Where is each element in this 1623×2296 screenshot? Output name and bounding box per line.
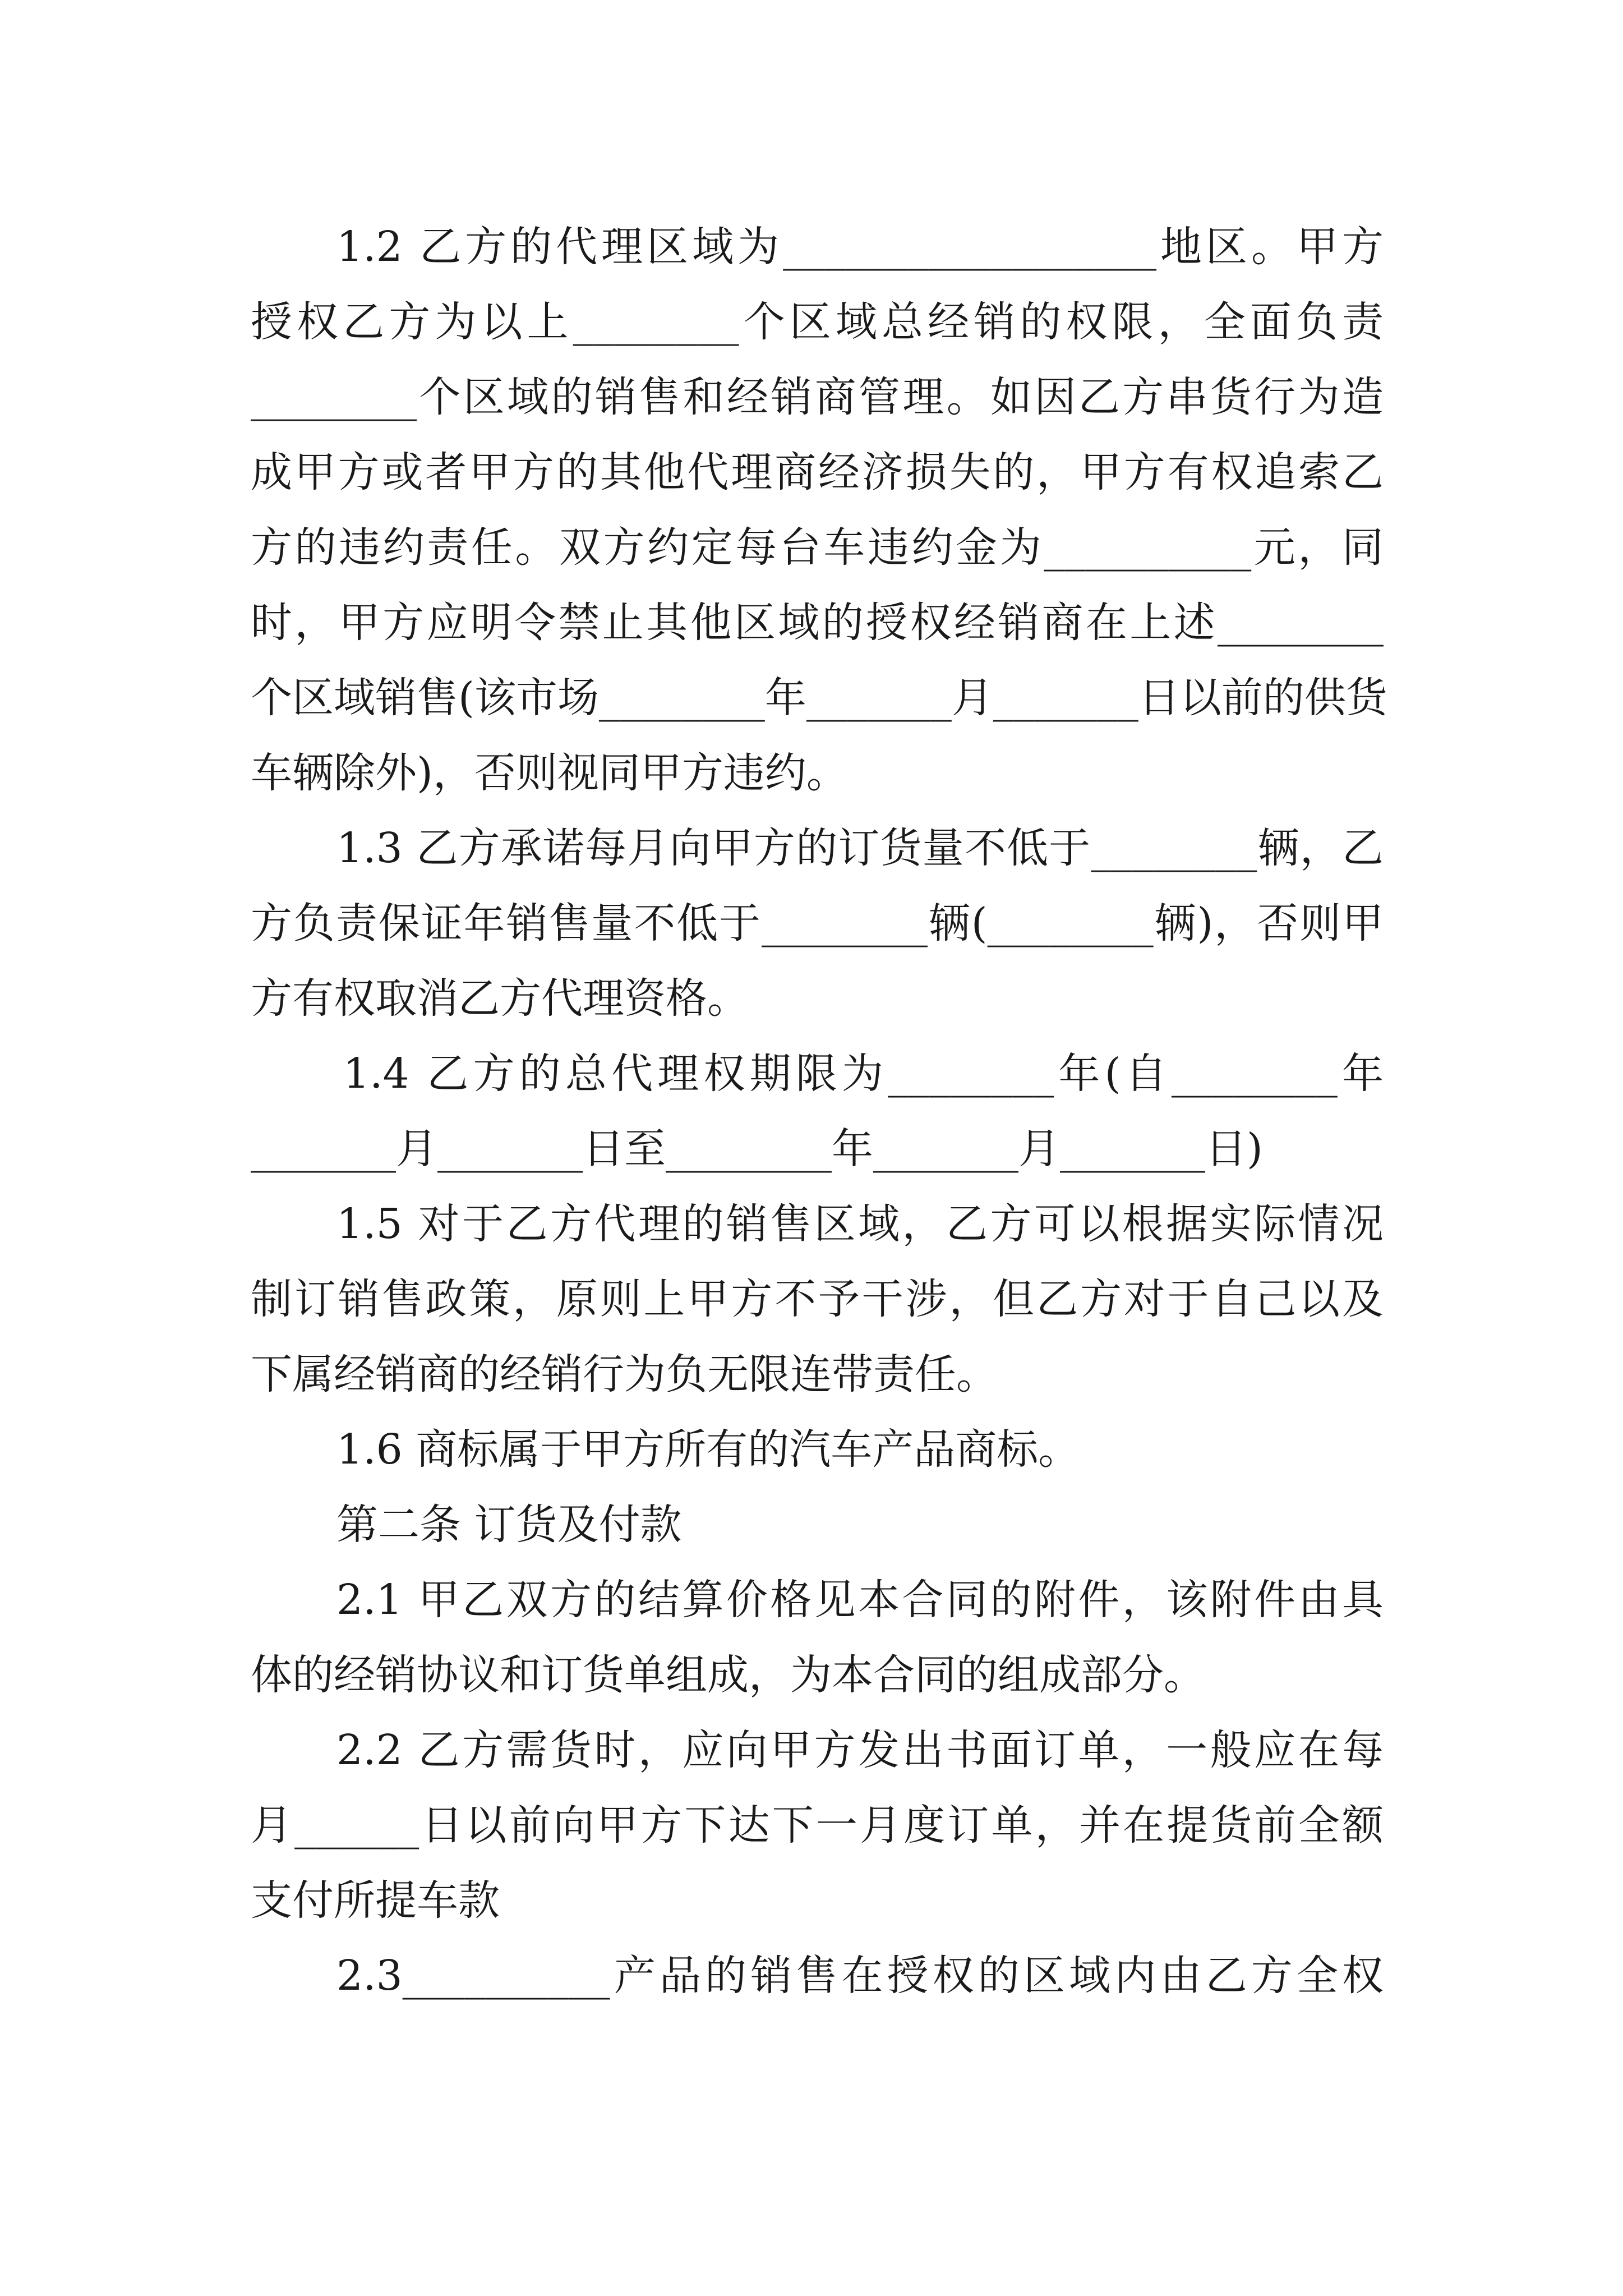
clause-2-2-line-1: 2.2 乙方需货时，应向甲方发出书面订单，一般应在每 [336, 1726, 1384, 1774]
clause-1-2-line-3: ________个区域的销售和经销商管理。如因乙方串货行为造 [251, 373, 1384, 421]
clause-1-6-line-1: 1.6 商标属于甲方所有的汽车产品商标。 [336, 1425, 1080, 1474]
clause-1-2-line-7: 个区域销售(该市场________年_______月_______日以前的供货 [251, 674, 1387, 722]
clause-1-5-line-1: 1.5 对于乙方代理的销售区域，乙方可以根据实际情况 [336, 1200, 1384, 1248]
clause-1-4-line-2: _______月_______日至________年_______月_______日) [251, 1125, 1263, 1173]
clause-1-2-line-2: 授权乙方为以上________个区域总经销的权限，全面负责 [251, 298, 1384, 346]
clause-2-3-line-1: 2.3__________产品的销售在授权的区域内由乙方全权 [336, 1952, 1384, 2000]
clause-1-5-line-2: 制订销售政策，原则上甲方不予干涉，但乙方对于自己以及 [251, 1275, 1384, 1323]
clause-1-2-line-5: 方的违约责任。双方约定每台车违约金为__________元，同 [251, 523, 1384, 572]
clause-1-2-line-1: 1.2 乙方的代理区域为__________________地区。甲方 [336, 223, 1384, 271]
clause-2-2-line-2: 月______日以前向甲方下达下一月度订单，并在提货前全额 [251, 1801, 1384, 1849]
clause-1-2-line-6: 时，甲方应明令禁止其他区域的授权经销商在上述________ [251, 599, 1384, 647]
clause-2-2-line-3: 支付所提车款 [251, 1876, 500, 1925]
clause-2-1-line-2: 体的经销协议和订货单组成，为本合同的组成部分。 [251, 1651, 1205, 1699]
clause-1-3-line-2: 方负责保证年销售量不低于________辆(________辆)，否则甲 [251, 899, 1384, 947]
clause-1-3-line-1: 1.3 乙方承诺每月向甲方的订货量不低于________辆，乙 [336, 824, 1384, 872]
article-2-heading: 第二条 订货及付款 [336, 1501, 682, 1549]
clause-1-3-line-3: 方有权取消乙方代理资格。 [251, 974, 749, 1023]
clause-1-5-line-3: 下属经销商的经销行为负无限连带责任。 [251, 1350, 998, 1398]
clause-1-2-line-4: 成甲方或者甲方的其他代理商经济损失的，甲方有权追索乙 [251, 448, 1384, 496]
clause-1-2-line-8: 车辆除外)，否则视同甲方违约。 [251, 749, 848, 797]
clause-1-4-line-1: 1.4 乙方的总代理权期限为________年(自________年 [343, 1050, 1384, 1098]
clause-2-1-line-1: 2.1 甲乙双方的结算价格见本合同的附件，该附件由具 [336, 1576, 1384, 1624]
